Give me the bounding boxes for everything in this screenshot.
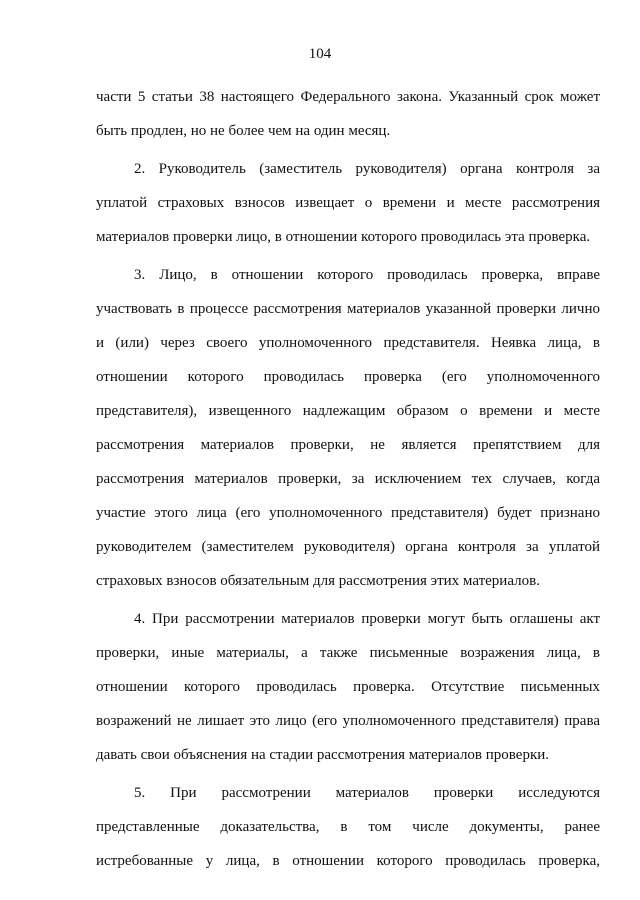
text-line: быть продлен, но не более чем на один месяц. [96, 123, 391, 139]
text-line: проверки, иные материалы, а также письменные возражения лица, в [96, 645, 600, 661]
text-line: возражений не лишает это лицо (его уполномоченного представителя) права [96, 713, 600, 729]
paragraph-2 [96, 152, 600, 254]
text-line: 4. При рассмотрении материалов проверки могут быть оглашены акт [134, 611, 600, 627]
text-line: 3. Лицо, в отношении которого проводилась проверка, вправе [134, 267, 600, 283]
text-line: рассмотрения материалов проверки, за исключением тех случаев, когда [96, 471, 600, 487]
text-line: истребованные у лица, в отношении которого проводилась проверка, [96, 853, 600, 869]
text-line: части 5 статьи 38 настоящего Федерального закона. Указанный срок может [96, 89, 600, 105]
text-line: представителя), извещенного надлежащим образом о времени и месте [96, 403, 600, 419]
page-number: 104 [308, 46, 332, 62]
text-line: страховых взносов обязательным для рассмотрения этих материалов. [96, 573, 540, 589]
text-line: материалов проверки лицо, в отношении которого проводилась эта проверка. [96, 229, 591, 245]
paragraph-1 [96, 80, 600, 148]
text-line: руководителем (заместителем руководителя) органа контроля за уплатой [96, 539, 600, 555]
text-line: и (или) через своего уполномоченного представителя. Неявка лица, в [96, 335, 600, 351]
text-line: уплатой страховых взносов извещает о времени и месте рассмотрения [96, 195, 600, 211]
text-line: 2. Руководитель (заместитель руководителя) органа контроля за [134, 161, 600, 177]
text-line: рассмотрения материалов проверки, не является препятствием для [96, 437, 600, 453]
text-line: давать свои объяснения на стадии рассмотрения материалов проверки. [96, 747, 550, 763]
paragraph-3 [96, 258, 600, 598]
text-line: отношении которого проводилась проверка (его уполномоченного [96, 369, 600, 385]
text-line: представленные доказательства, в том числе документы, ранее [96, 819, 600, 835]
text-line: участвовать в процессе рассмотрения материалов указанной проверки лично [96, 301, 600, 317]
paragraph-4 [96, 602, 600, 772]
text-line: отношении которого проводилась проверка. Отсутствие письменных [96, 679, 600, 695]
document-body [96, 80, 600, 878]
paragraph-5 [96, 776, 600, 878]
text-line: 5. При рассмотрении материалов проверки исследуются [134, 785, 600, 801]
text-line: участие этого лица (его уполномоченного представителя) будет признано [96, 505, 600, 521]
